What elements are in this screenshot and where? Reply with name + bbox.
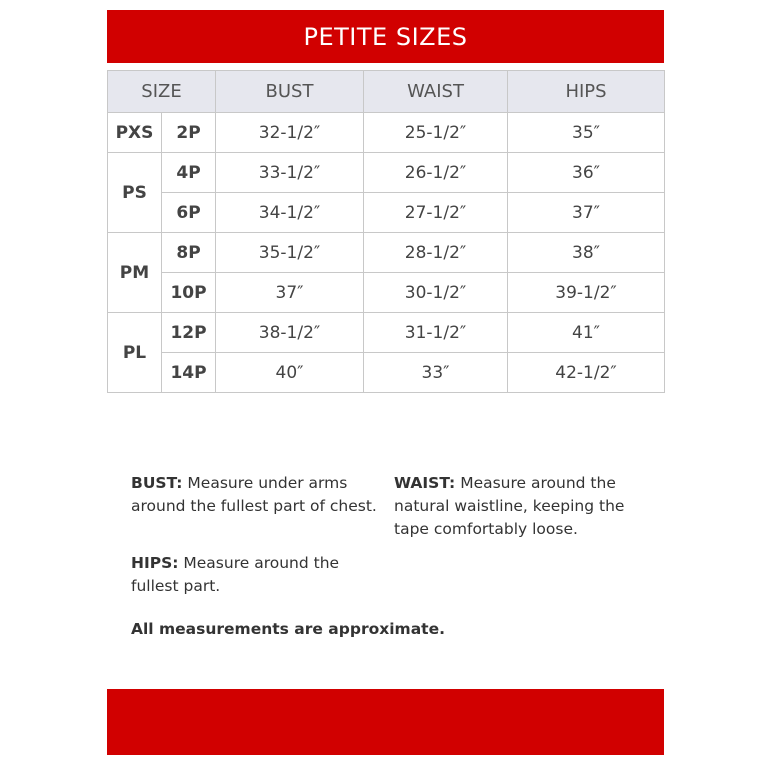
- header-waist: WAIST: [364, 71, 508, 113]
- table-row: [108, 353, 665, 393]
- table-row: [108, 233, 665, 273]
- bust-cell: 32-1/2″: [216, 113, 364, 153]
- hips-cell: 37″: [508, 193, 665, 233]
- table-row: [108, 113, 665, 153]
- title-banner: [107, 10, 664, 63]
- note-bust-label: BUST:: [131, 474, 183, 492]
- note-approximate: All measurements are approximate.: [131, 620, 445, 638]
- bust-cell: 38-1/2″: [216, 313, 364, 353]
- note-hips: [131, 552, 361, 598]
- size-number-cell: 10P: [162, 273, 216, 313]
- note-waist-label: WAIST:: [394, 474, 456, 492]
- table-row: [108, 313, 665, 353]
- note-bust-text: Measure under arms around the fullest part of chest.: [131, 474, 377, 515]
- note-hips-text: Measure around the fullest part.: [131, 554, 340, 595]
- size-number-cell: 6P: [162, 193, 216, 233]
- note-waist-text: Measure around the natural waistline, keeping the tape comfortably loose.: [394, 474, 625, 538]
- hips-cell: 39-1/2″: [508, 273, 665, 313]
- size-number-cell: 2P: [162, 113, 216, 153]
- waist-cell: 27-1/2″: [364, 193, 508, 233]
- size-letter-cell: PM: [108, 233, 162, 313]
- note-waist: [394, 472, 644, 541]
- size-chart-table: [107, 70, 665, 393]
- table-row: [108, 153, 665, 193]
- footer-banner: [107, 689, 664, 755]
- hips-cell: 42-1/2″: [508, 353, 665, 393]
- header-hips: HIPS: [508, 71, 665, 113]
- waist-cell: 30-1/2″: [364, 273, 508, 313]
- size-number-cell: 4P: [162, 153, 216, 193]
- size-letter-cell: PXS: [108, 113, 162, 153]
- waist-cell: 26-1/2″: [364, 153, 508, 193]
- size-letter-cell: PL: [108, 313, 162, 393]
- note-bust: [131, 472, 386, 518]
- size-number-cell: 8P: [162, 233, 216, 273]
- hips-cell: 35″: [508, 113, 665, 153]
- waist-cell: 33″: [364, 353, 508, 393]
- hips-cell: 38″: [508, 233, 665, 273]
- hips-cell: 36″: [508, 153, 665, 193]
- header-bust: BUST: [216, 71, 364, 113]
- page-title: PETITE SIZES: [303, 22, 468, 51]
- size-letter-cell: PS: [108, 153, 162, 233]
- waist-cell: 28-1/2″: [364, 233, 508, 273]
- header-size: SIZE: [108, 71, 216, 113]
- bust-cell: 33-1/2″: [216, 153, 364, 193]
- table-row: [108, 273, 665, 313]
- size-number-cell: 14P: [162, 353, 216, 393]
- waist-cell: 31-1/2″: [364, 313, 508, 353]
- bust-cell: 34-1/2″: [216, 193, 364, 233]
- bust-cell: 35-1/2″: [216, 233, 364, 273]
- note-hips-label: HIPS:: [131, 554, 179, 572]
- table-header-row: [108, 71, 665, 113]
- size-number-cell: 12P: [162, 313, 216, 353]
- table-row: [108, 193, 665, 233]
- waist-cell: 25-1/2″: [364, 113, 508, 153]
- hips-cell: 41″: [508, 313, 665, 353]
- bust-cell: 40″: [216, 353, 364, 393]
- bust-cell: 37″: [216, 273, 364, 313]
